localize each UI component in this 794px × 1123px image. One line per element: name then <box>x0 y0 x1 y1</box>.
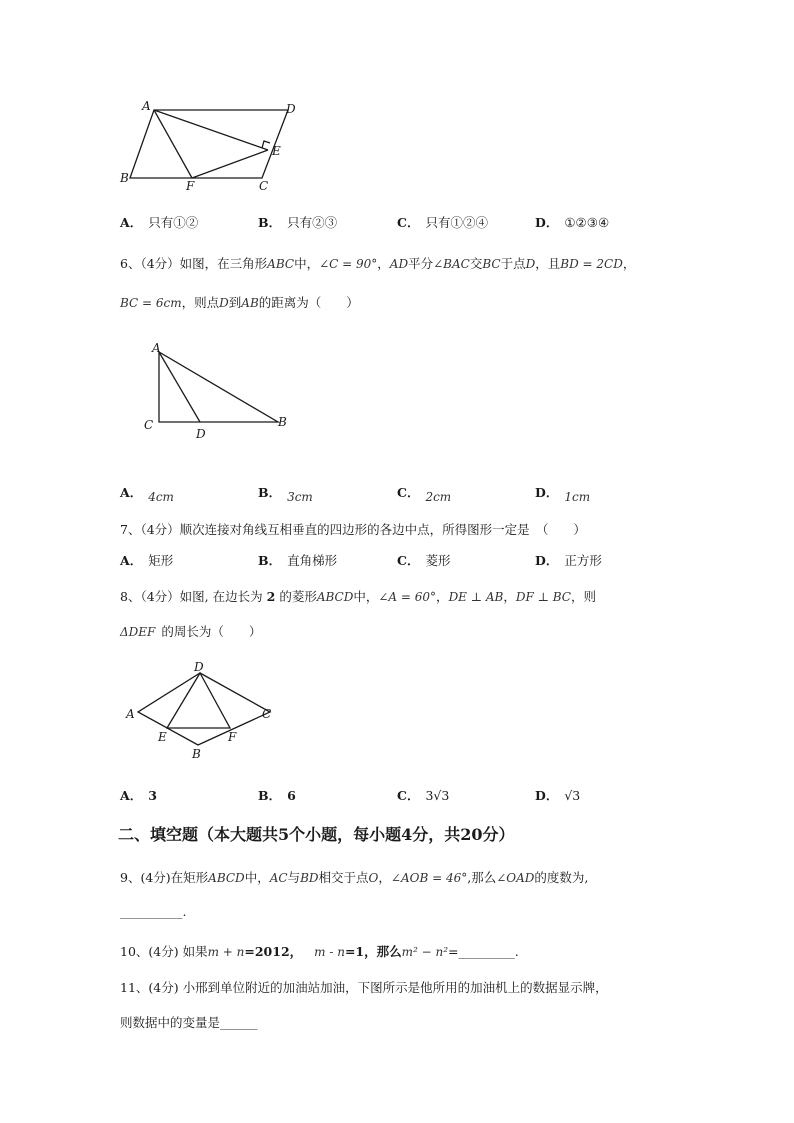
q9-text: 9、(4分)在矩形 <box>120 870 209 885</box>
q8-text: 的菱形 <box>279 589 317 604</box>
q11-stem-line1: 11、(4分) 小邢到单位附近的加油站加油，下图所示是他所用的加油机上的数据显示牌， <box>120 980 608 995</box>
segment-ae <box>154 110 268 150</box>
option-letter: D． <box>535 553 559 568</box>
option-text: 只有②③ <box>287 215 338 230</box>
label-b: B <box>278 415 287 429</box>
q7-stem: 7、（4分）顺次连接对角线互相垂直的四边形的各边中点，所得图形一定是 （ ） <box>120 522 586 537</box>
label-e: E <box>272 144 281 158</box>
q8-math-abcd: ABCD <box>316 590 354 604</box>
option-text: 只有①② <box>148 215 199 230</box>
label-a: A <box>142 99 151 113</box>
q9-text: 与 <box>287 870 301 885</box>
q6-text: 交 <box>469 256 483 271</box>
label-f: F <box>228 730 237 744</box>
q6-math-bc: BC <box>482 257 501 271</box>
q8-option-a[interactable] <box>120 786 163 804</box>
q9-text: 相交于点 <box>318 870 369 885</box>
segment-fe <box>192 150 268 178</box>
option-letter: D． <box>535 485 559 500</box>
q9-math-o: O <box>368 871 379 885</box>
q10-math-expression: m² − n² <box>401 945 449 959</box>
q10-answer-blank[interactable]: =_________. <box>448 944 519 959</box>
q8-text: ， <box>503 589 516 604</box>
q5-option-c[interactable] <box>397 213 488 231</box>
q8-option-d[interactable] <box>535 786 580 804</box>
q10-text: 10、(4分) 如果 <box>120 944 208 959</box>
q6-math-bd-eq: BD = 2CD <box>560 257 623 271</box>
parallelogram-outline <box>130 110 288 178</box>
q9-text: 的度数为, <box>534 870 589 885</box>
option-text: 3√3 <box>425 788 450 803</box>
option-text: 3cm <box>287 490 313 504</box>
q8-stem-line1 <box>120 587 596 605</box>
option-letter: A． <box>120 215 143 230</box>
q8-stem-line2 <box>120 622 261 640</box>
figure-right-triangle <box>140 338 300 448</box>
section-heading-fill-in: 二、填空题（本大题共5个小题，每小题4分，共20分） <box>118 825 515 844</box>
q8-math-df: DF ⊥ BC <box>515 590 571 604</box>
option-letter: C． <box>397 788 420 803</box>
label-d: D <box>196 427 206 441</box>
label-b: B <box>192 747 201 761</box>
q6-math-ab: AB <box>241 296 259 310</box>
q8-math-triangle: ΔDEF <box>120 625 156 639</box>
label-a: A <box>152 341 161 355</box>
q6-math-ad: AD <box>389 257 409 271</box>
q7-option-a[interactable] <box>120 551 173 569</box>
option-letter: A． <box>120 788 143 803</box>
option-letter: C． <box>397 485 420 500</box>
q10-text: =2012， <box>244 944 303 959</box>
q6-text: ， <box>377 256 390 271</box>
q6-math-angle-bac: ∠BAC <box>433 257 470 271</box>
option-letter: B． <box>258 553 282 568</box>
q6-math-angle-c: ∠C = 90° <box>319 257 378 271</box>
option-text: 2cm <box>425 490 452 504</box>
q6-stem-line1 <box>120 254 635 272</box>
option-letter: A． <box>120 485 143 500</box>
q9-math-abcd: ABCD <box>208 871 245 885</box>
option-text: 矩形 <box>148 553 174 568</box>
q6-text: 6、（4分）如图，在三角形 <box>120 256 268 271</box>
triangle-abc <box>159 352 278 422</box>
q6-option-a[interactable] <box>120 483 174 504</box>
option-letter: C． <box>397 215 420 230</box>
label-c: C <box>262 707 272 721</box>
label-d: D <box>194 660 204 674</box>
q5-option-b[interactable] <box>258 213 337 231</box>
q6-text: ，则点 <box>181 295 220 310</box>
segment-ad <box>159 352 200 422</box>
figure-parallelogram <box>110 95 310 195</box>
option-text: 只有①②④ <box>425 215 488 230</box>
q11-stem-line2: 则数据中的变量是______ <box>120 1015 258 1030</box>
q9-math-bd: BD <box>300 871 319 885</box>
option-text: 4cm <box>148 490 174 504</box>
q8-text: ， <box>436 589 449 604</box>
q8-math-angle-a: ∠A = 60° <box>378 590 437 604</box>
q10-math-m-minus-n: m - n <box>314 945 345 959</box>
q6-option-b[interactable] <box>258 483 313 504</box>
q9-text: 中， <box>244 870 270 885</box>
figure-rhombus <box>120 657 285 767</box>
q8-option-c[interactable] <box>397 786 449 804</box>
label-e: E <box>158 730 167 744</box>
segment-af <box>154 110 192 178</box>
option-text: 3 <box>148 788 157 803</box>
q5-option-d[interactable] <box>535 213 609 231</box>
triangle-def <box>167 673 230 728</box>
q6-option-c[interactable] <box>397 483 452 504</box>
q8-math-de: DE ⊥ AB <box>448 590 504 604</box>
option-text: √3 <box>564 788 581 803</box>
label-c: C <box>259 179 269 193</box>
q6-text: 到 <box>228 295 242 310</box>
q10-text: =1，那么 <box>344 944 402 959</box>
q9-math-ac: AC <box>269 871 288 885</box>
label-d: D <box>286 102 296 116</box>
option-letter: D． <box>535 215 559 230</box>
q5-option-a[interactable] <box>120 213 198 231</box>
q9-answer-blank[interactable]: __________. <box>120 904 187 919</box>
q8-text: 中， <box>353 589 379 604</box>
option-letter: A． <box>120 553 143 568</box>
label-c: C <box>144 418 154 432</box>
q6-text: 平分 <box>408 256 434 271</box>
q9-stem <box>120 868 588 886</box>
q6-math-d: D <box>525 257 536 271</box>
q8-text: 8、（4分）如图, 在边长为 <box>120 589 263 604</box>
label-b: B <box>120 171 129 185</box>
q9-text: ， <box>378 870 391 885</box>
option-text: 直角梯形 <box>287 553 338 568</box>
option-letter: C． <box>397 553 420 568</box>
q6-text: 于点 <box>500 256 526 271</box>
q7-option-c[interactable] <box>397 551 450 569</box>
q6-math-d: D <box>219 296 229 310</box>
q6-text: ，且 <box>535 256 561 271</box>
option-letter: B． <box>258 485 282 500</box>
right-angle-mark <box>262 141 270 148</box>
q7-option-b[interactable] <box>258 551 337 569</box>
q6-stem-line2 <box>120 293 359 311</box>
option-letter: D． <box>535 788 559 803</box>
q9-math-angle-oad: ∠OAD <box>496 871 535 885</box>
option-letter: B． <box>258 215 282 230</box>
q7-option-d[interactable] <box>535 551 602 569</box>
q6-math-bc-val: BC = 6cm <box>120 296 182 310</box>
option-text: ①②③④ <box>564 215 610 230</box>
label-f: F <box>186 179 195 193</box>
q9-text: ,那么 <box>467 870 497 885</box>
option-text: 正方形 <box>564 553 602 568</box>
option-text: 6 <box>287 788 296 803</box>
q6-text: 中， <box>294 256 320 271</box>
option-letter: B． <box>258 788 282 803</box>
q6-text: 的距离为（ ） <box>258 295 359 310</box>
q6-math-abc: ABC <box>267 257 295 271</box>
q9-math-angle-aob: ∠AOB = 46° <box>390 871 468 885</box>
q8-option-b[interactable] <box>258 786 302 804</box>
q6-option-d[interactable] <box>535 483 591 504</box>
q10-math-m-plus-n: m + n <box>207 945 245 959</box>
option-text: 菱形 <box>425 553 451 568</box>
q8-text: 的周长为（ ） <box>161 624 262 639</box>
q10-stem <box>120 942 519 960</box>
q6-text: ， <box>622 256 636 271</box>
option-text: 1cm <box>564 490 591 504</box>
label-a: A <box>126 707 135 721</box>
q8-side-length: 2 <box>266 589 276 604</box>
q8-text: ，则 <box>570 589 596 604</box>
